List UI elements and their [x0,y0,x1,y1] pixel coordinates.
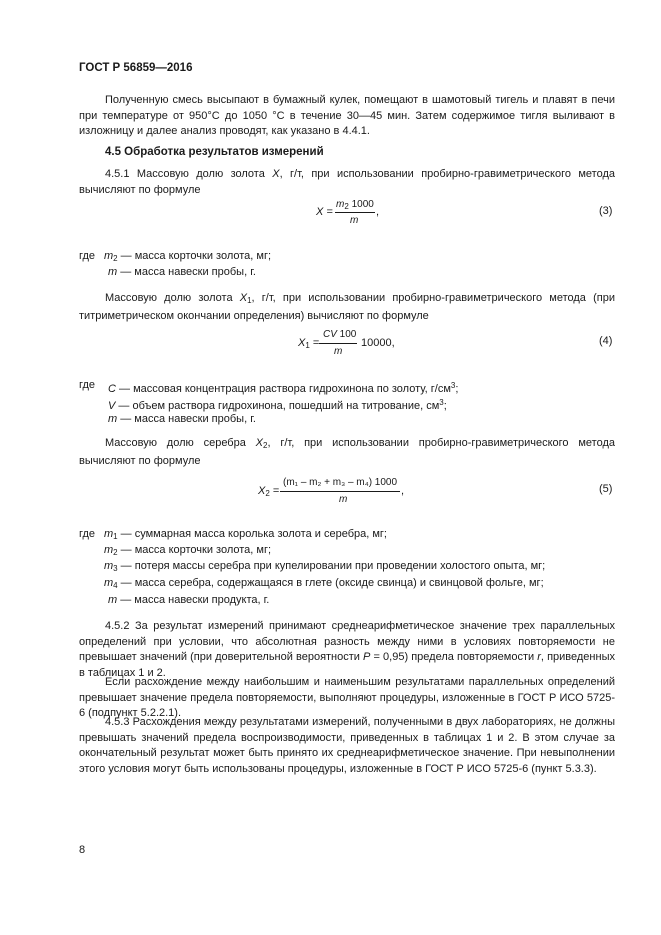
formula-3-number: (3) [599,205,613,217]
legend-3-row: $m_4$ — масса серебра, содержащаяся в глете (оксиде свинца) и свинцовой фольге, мг; [104,577,544,590]
formula-4-denominator: m [334,346,343,357]
legend-1-row: m — масса навески пробы, г. [108,266,256,278]
legend-1-where: где [79,250,96,262]
legend-3-row: $m_3$ — потеря массы серебра при купелировании при проведении холостого опыта, мг; [104,560,546,573]
formula-5-number: (5) [599,483,613,495]
intro-paragraph: Полученную смесь высыпают в бумажный кулек, помещают в шамотовый тигель и плавят в печи при температуре от 950°С до 1050 °С в течение 30—45 мин. Затем содержимое тигля выливают в изложницу и далее анализ проводят, как указано в 4.4.1. [79,94,615,138]
legend-3-row: $m_1$ — суммарная масса королька золота и серебра, мг; [104,528,387,541]
legend-2-row: m — масса навески пробы, г. [108,413,256,425]
formula-4-number: (4) [599,335,613,347]
formula-3-fraction-line [335,212,375,213]
formula-4-multiplier: 10000, [361,337,395,349]
formula-3-numerator: $m_2$ 1000 [336,199,374,211]
legend-2-where: где [79,379,96,391]
formula-3-denominator: m [350,215,359,226]
formula-5-denominator: m [339,494,348,505]
paragraph-4-5-3: 4.5.3 Расхождения между результатами измерений, полученными в двух лабораториях, не должны превышать значений предела воспроизводимости, приведенных в таблицах 1 и 2. В этом случае за окончательный результат может быть принято их среднеарифметическое значение. При невыполнении этого условия могут быть использованы процедуры, изложенные в ГОСТ Р ИСО 5725-6 (пункт 5.3.3). [79,716,615,775]
legend-2-row: V — объем раствора гидрохинона, пошедший на титрование, $см^3$; [108,398,447,412]
formula-4-lhs: $X_1$ = [298,337,320,350]
formula-5-numerator: (m₁ – m₂ + m₃ – m₄) 1000 [283,477,398,488]
formula-5-comma: , [401,485,405,497]
formula-5-lhs: $X_2$ = [258,485,280,498]
paragraph-4-5-1 [79,167,615,198]
formula-5-fraction-line [280,491,400,492]
legend-3-row: $m_2$ — масса корточки золота, мг; [104,544,272,557]
formula-4-numerator: CV 100 [323,329,357,340]
section-title: 4.5 Обработка результатов измерений [105,146,324,158]
formula-4-fraction-line [319,343,357,344]
formula-3-lhs: X = [316,206,333,218]
formula-3-comma: , [376,206,380,218]
p451-tail: , г/т, при использовании пробирно-гравиметрического метода вычисляют по формуле [79,168,615,196]
paragraph-x2: Массовую долю серебра $X_2$, г/т, при использовании пробирно-гравиметрического метода вычисляют по формуле [79,437,615,467]
legend-3-row: m — масса навески продукта, г. [108,594,270,606]
paragraph-x1: Массовую долю золота $X_1$, г/т, при использовании пробирно-гравиметрического метода (при титриметрическом окончании определения) вычисляют по формуле [79,292,615,322]
p451-lead: 4.5.1 Массовую долю золота [105,168,273,180]
page-number: 8 [79,844,86,856]
paragraph-4-5-2: 4.5.2 За результат измерений принимают среднеарифметическое значение трех параллельных определений при условии, что абсолютная разность между ними в условиях повторяемости не превышает значений (при доверительной вероятности P = 0,95) предела повторяемости r, приведенных в таблицах 1 и 2. [79,620,615,679]
paragraph-4-5-2-b: Если расхождение между наибольшим и наименьшим результатами параллельных определений превышает значение предела повторяемости, выполняют процедуры, изложенные в ГОСТ Р ИСО 5725-6 (подпункт 5.2.2.1). [79,676,615,720]
legend-2-row: C — массовая концентрация раствора гидрохинона по золоту, $г/см^3$; [108,381,459,395]
p451-var: X [272,168,280,180]
document-header: ГОСТ Р 56859—2016 [79,62,193,74]
legend-3-where: где [79,528,96,540]
legend-1-row: $m_2$ — масса корточки золота, мг; [104,250,272,263]
